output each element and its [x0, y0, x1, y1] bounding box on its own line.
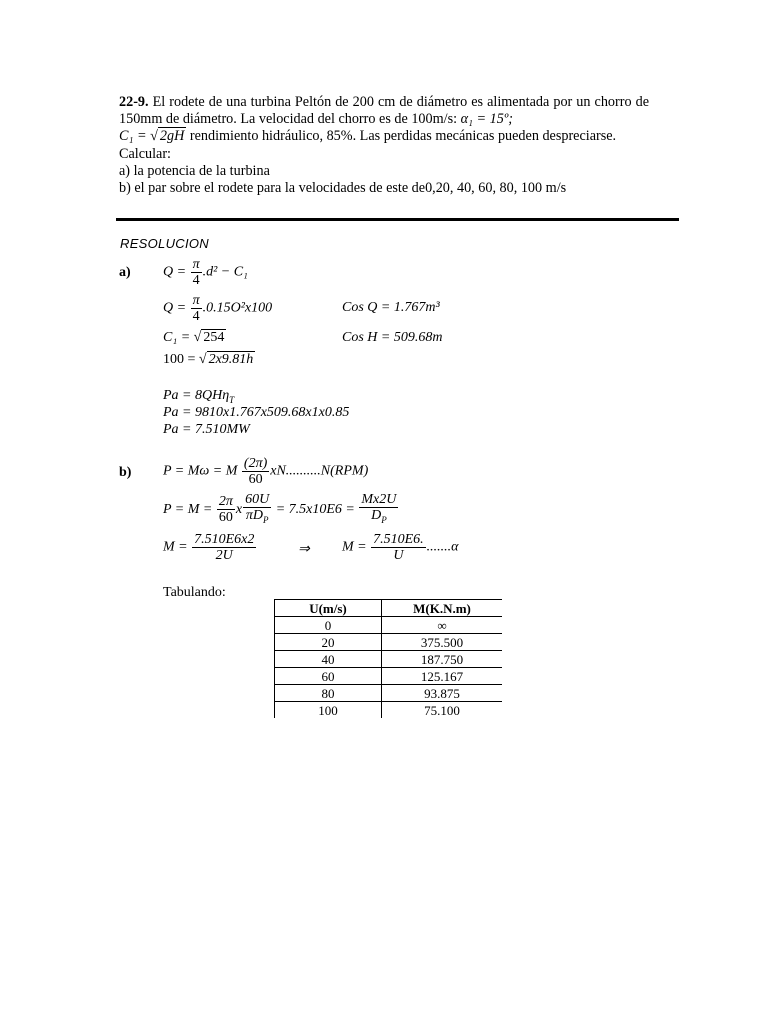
eq-b1: P = Mω = M $\frac{(2\pi)}{60}$ xN..........N(RPM) [163, 456, 369, 487]
tabulando-label: Tabulando: [163, 585, 226, 600]
table-row: 40 187.750 [275, 651, 503, 668]
header-u: U(m/s) [275, 600, 382, 617]
eq-pa2: Pa = 9810x1.767x509.68x1x0.85 [163, 405, 350, 420]
eq-pa3: Pa = 7.510MW [163, 422, 250, 437]
eq-b3-arrow: ⇒ [298, 542, 310, 557]
divider-line [116, 218, 679, 221]
problem-text-2: rendimiento hidráulico, 85%. Las perdidas mecánicas pueden despreciarse. [186, 128, 617, 145]
eq-b3-right: M = $\frac{7.510E6.}{U}$ .......α [342, 532, 459, 563]
problem-statement: 22-9. El rodete de una turbina Peltón de 200 cm de diámetro es alimentada por un chorro de 150mm de diámetro. La velocidad del chorro es de 100m/s: α₁ = 15º; C₁ = √ 2gH rendimiento hidráulico, 85%. Las perdidas mecánicas pueden despreciarse. Calcular: a) la potencia de la turbina b) el par sobre el rodete para la velocidades de este de0,20, 40, 60, 80, 100 m/s [119, 94, 649, 197]
table-row: 20 375.500 [275, 634, 503, 651]
calc-label: Calcular: [119, 145, 171, 162]
eq-b2: P = M = $\frac{2\pi}{60}$ x $\frac{60U}{\pi D_P}$ = 7.5x10E6 = $\frac{Mx2U}{D_P}$ [163, 492, 397, 526]
problem-number: 22-9. [119, 94, 149, 110]
table-row: 60 125.167 [275, 668, 503, 685]
table-row: 100 75.100 [275, 702, 503, 719]
table-header-row [275, 600, 503, 617]
problem-text-1: El rodete de una turbina Peltón de 200 cm de diámetro es alimentada por un chorro de 150mm de diámetro. La velocidad del chorro es de 100m/s: [119, 94, 649, 128]
label-b: b) [119, 465, 132, 480]
alpha-equation: α₁ = 15º; [460, 111, 513, 128]
results-table [274, 599, 502, 718]
eq-pa1: Pa = 8QHη$_T$ [163, 388, 235, 405]
eq-a3-result: Cos H = 509.68m [342, 330, 443, 345]
c1-equation-sqrt: 2gH [159, 128, 185, 145]
eq-a2-result: Cos Q = 1.767m³ [342, 300, 440, 315]
table-row: 80 93.875 [275, 685, 503, 702]
eq-b3: M = $\frac{7.510E6x2}{2U}$ [163, 532, 255, 563]
item-a: a) la potencia de la turbina [119, 162, 270, 179]
label-a: a) [119, 265, 131, 280]
eq-a3: C₁ = √ 254 [163, 330, 225, 345]
resolution-heading: RESOLUCION [120, 236, 209, 251]
eq-a4: 100 = √ 2x9.81h [163, 352, 254, 367]
eq-a2: Q = $\frac{\pi}{4}$ .0.15O²x100 [163, 293, 273, 324]
item-b: b) el par sobre el rodete para la velocidades de este de0,20, 40, 60, 80, 100 m/s [119, 180, 567, 197]
eq-a1: Q = $\frac{\pi}{4}$ .d² − C₁ [163, 257, 248, 288]
c1-equation-left: C₁ = [119, 128, 151, 145]
table-row: 0 ∞ [275, 617, 503, 634]
header-m: M(K.N.m) [382, 600, 503, 617]
